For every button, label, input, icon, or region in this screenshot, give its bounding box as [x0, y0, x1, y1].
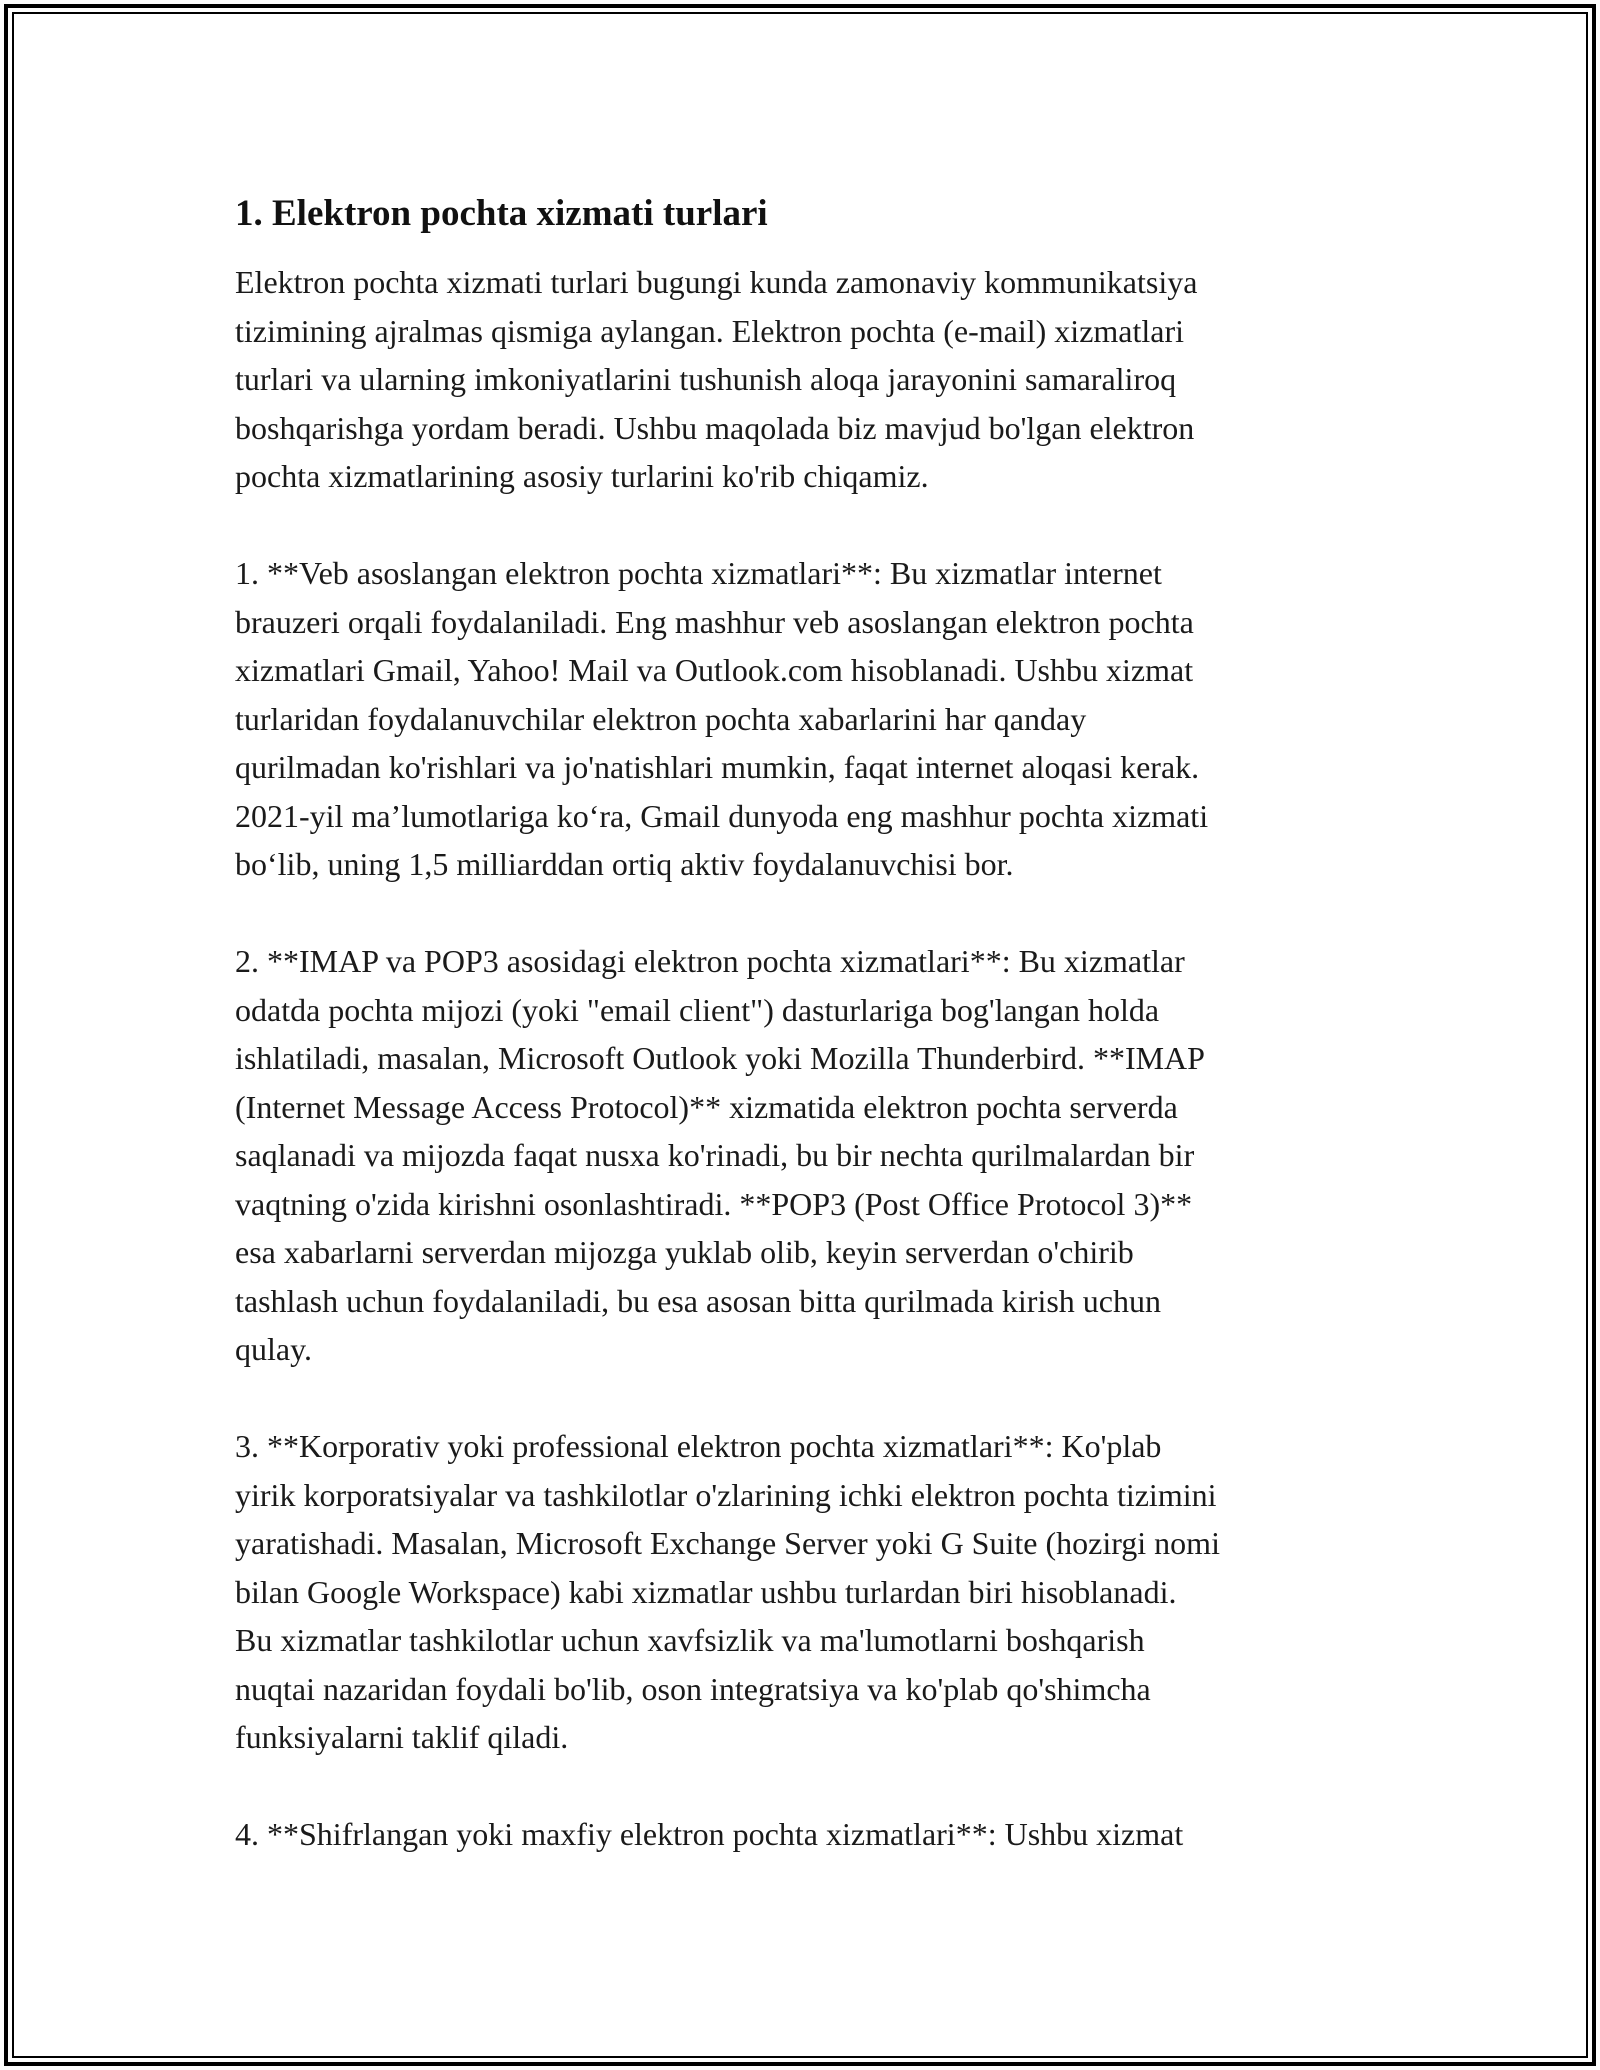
list-item-imap-pop3: 2. **IMAP va POP3 asosidagi elektron pochta xizmatlari**: Bu xizmatlar odatda pochta mijozi (yoki "email client") dasturlariga bog'langan holda ishlatiladi, masalan, Microsoft Outlook yoki Mozilla Thunderbird. **IMAP (Internet Message Access Protocol)** xizmatida elektron pochta serverda saqlanadi va mijozda faqat nusxa ko'rinadi, bu bir nechta qurilmalardan bir vaqtning o'zida kirishni osonlashtiradi. **POP3 (Post Office Protocol 3)** esa xabarlarni serverdan mijozga yuklab olib, keyin serverdan o'chirib tashlash uchun foydalaniladi, bu esa asosan bitta qurilmada kirish uchun qulay. [235, 943, 1205, 1367]
list-item-corporate-email: 3. **Korporativ yoki professional elektron pochta xizmatlari**: Ko'plab yirik korporatsiyalar va tashkilotlar o'zlarining ichki elektron pochta tizimini yaratishadi. Masalan, Microsoft Exchange Server yoki G Suite (hozirgi nomi bilan Google Workspace) kabi xizmatlar ushbu turlardan biri hisoblanadi. Bu xizmatlar tashkilotlar uchun xavfsizlik va ma'lumotlarni boshqarish nuqtai nazaridan foydali bo'lib, oson integratsiya va ko'plab qo'shimcha funksiyalarni taklif qiladi. [235, 1428, 1220, 1755]
intro-paragraph: Elektron pochta xizmati turlari bugungi kunda zamonaviy kommunikatsiya tizimining ajralmas qismiga aylangan. Elektron pochta (e-mail) xizmatlari turlari va ularning imkoniyatlarini tushunish aloqa jarayonini samaraliroq boshqarishga yordam beradi. Ushbu maqolada biz mavjud bo'lgan elektron pochta xizmatlarining asosiy turlarini ko'rib chiqamiz. [235, 264, 1198, 494]
document-body [235, 186, 1385, 1907]
list-item-web-email: 1. **Veb asoslangan elektron pochta xizmatlari**: Bu xizmatlar internet brauzeri orqali foydalaniladi. Eng mashhur veb asoslangan elektron pochta xizmatlari Gmail, Yahoo! Mail va Outlook.com hisoblanadi. Ushbu xizmat turlaridan foydalanuvchilar elektron pochta xabarlarini har qanday qurilmadan ko'rishlari va jo'natishlari mumkin, faqat internet aloqasi kerak. 2021-yil ma’lumotlariga ko‘ra, Gmail dunyoda eng mashhur pochta xizmati bo‘lib, uning 1,5 milliarddan ortiq aktiv foydalanuvchisi bor. [235, 555, 1209, 882]
list-item-encrypted-email: 4. **Shifrlangan yoki maxfiy elektron pochta xizmatlari**: Ushbu xizmat [235, 1816, 1184, 1852]
section-heading: 1. Elektron pochta xizmati turlari [235, 193, 768, 234]
